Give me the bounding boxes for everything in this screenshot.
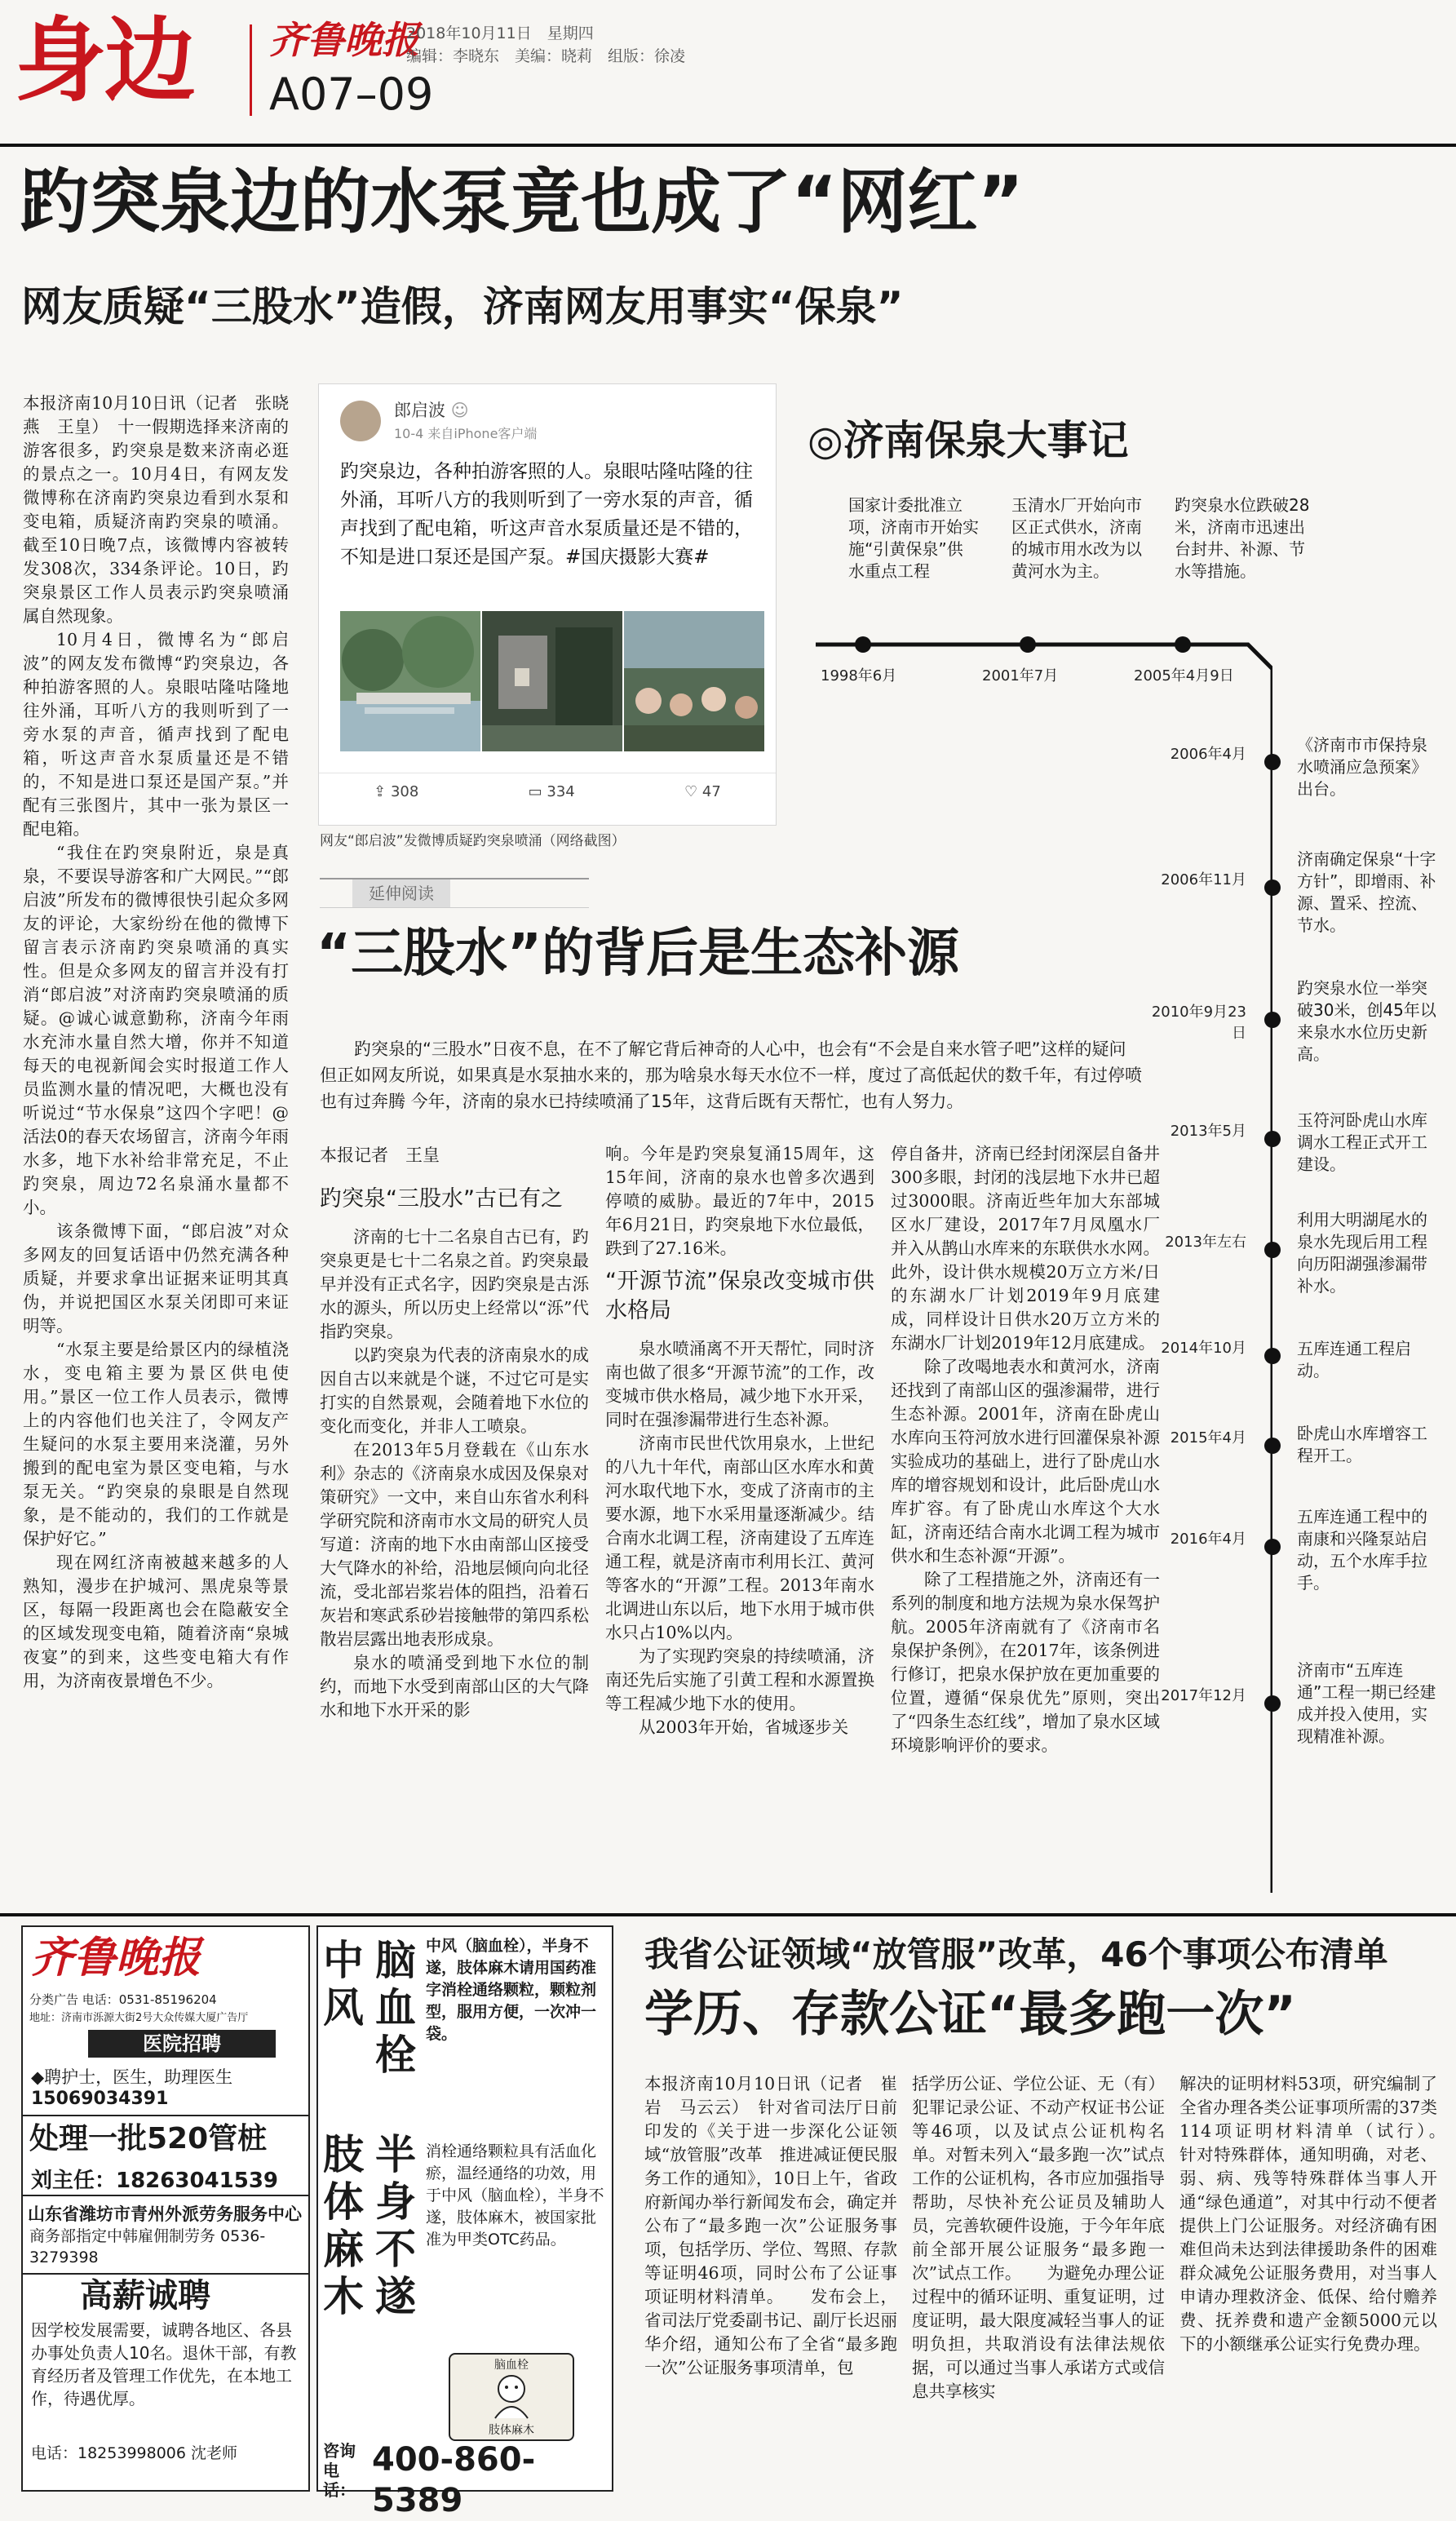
article-paragraph: 泉水喷涌离不开天帮忙，同时济南也做了很多“开源节流”的工作，改变城市供水格局，减少地下水开采，同时在强渗漏带进行生态补源。 — [605, 1339, 874, 1429]
ad-med-text-1: 中风（脑血栓），半身不遂，肢体麻木请用国药准字消栓通络颗粒，颗粒剂型，服用方便，一次冲一袋。 — [426, 1937, 597, 2043]
timeline-event-date: 2006年4月 — [1170, 746, 1246, 763]
ad-hospital-heading: 医院招聘 — [88, 2030, 276, 2058]
photo-caption: 网友“郎启波”发微博质疑趵突泉喷涌（网络截图） — [320, 833, 626, 849]
comment-count: ▭ 334 — [528, 782, 575, 800]
article-paragraph: 解决的证明材料53项，研究编制了全省办理各类公证事项所需的37类114项证明材料清单（试行）。 针对特殊群体，通知明确，对老、弱、病、残等特殊群体当事人开通“绿色通道”，对其中行动不便者提供上门公证服务。对经济确有困难但尚未达到法律援助条件的困难群众减免公证服务费用，对当事人申请办理救济金、低保、给付赡养费、抚养费和遗产金额5000元以下的小额继承公证实行免费办理。 — [1179, 2074, 1437, 2354]
ad-service: 山东省潍坊市青州外派劳务服务中心 — [28, 2204, 302, 2224]
weibo-screenshot — [318, 383, 777, 826]
main-headline: 趵突泉边的水泵竟也成了“网红” — [20, 162, 1025, 243]
timeline-event-text: 卧虎山水库增容工程开工。 — [1297, 1424, 1427, 1465]
article-paragraph: 响。今年是趵突泉复涌15周年，这15年间，济南的泉水也曾多次遇到停喷的威胁。最近的7年中，2015年6月21日，趵突泉地下水位最低，跌到了27.16米。 — [605, 1144, 874, 1258]
article-paragraph: 停自备井，济南已经封闭深层自备井300多眼，封闭的浅层地下水井已超过3000眼。济南近些年加大东部城区水厂建设，2017年7月凤凰水厂并入从鹊山水库来的东联供水水网。此外，设计供水规模20万立方米/日的东湖水厂计划2019年9月底建成，同样设计日供水20万立方米的东湖水厂计划2019年12月底建成。 — [891, 1144, 1160, 1353]
bottom-article-column-2 — [912, 2072, 1165, 2488]
timeline-event-text: 趵突泉水位跌破28米，济南市迅速出台封井、补源、节水等措施。 — [1175, 495, 1310, 581]
ad-divider — [23, 2115, 308, 2116]
timeline-event-text: 济南市“五库连通”工程一期已经建成并投入使用，实现精准补源。 — [1297, 1660, 1436, 1746]
timeline-event-text: 趵突泉水位一举突破30米，创45年以来泉水水位历史新高。 — [1297, 978, 1436, 1064]
like-count: ♡ 47 — [684, 782, 721, 800]
ad-phone: 分类广告 电话：0531-85196204 — [29, 1992, 217, 2007]
timeline-event-text: 《济南市市保持泉水喷涌应急预案》出台。 — [1297, 735, 1427, 799]
ad-med-phone: 400-860-5389 — [372, 2441, 536, 2519]
sub-article-column-3 — [891, 1142, 1160, 1900]
ad-med-text-2: 消栓通络颗粒具有活血化瘀，温经通络的功效，用于中风（脑血栓），半身不遂，肢体麻木，被国家批准为甲类OTC药品。 — [426, 2142, 604, 2249]
article-paragraph: “水泵主要是给景区内的绿植浇水，变电箱主要为景区供电使用。”景区一位工作人员表示，微博上的内容他们也关注了，令网友产生疑问的水泵主要用来浇灌，另外搬到的配电室为景区变电箱，与水泵无关。“趵突泉的泉眼是自然现象，是不能动的，我们的工作就是保护好它。” — [23, 1340, 289, 1548]
paper-logo: 齐鲁晚报 — [269, 18, 419, 62]
ad-med-illustration — [449, 2353, 574, 2441]
timeline-event-date: 1998年6月 — [821, 667, 897, 685]
ad-med-left-1: 中风 — [323, 1937, 364, 2031]
ad-med-mid-1: 脑血栓 — [375, 1937, 416, 2079]
ad-paper-logo: 齐鲁晚报 — [31, 1933, 201, 1983]
timeline-dot — [1264, 1131, 1281, 1147]
comment-icon: ▭ — [528, 782, 547, 800]
ad-med-phone-label: 咨询电话： — [323, 2441, 356, 2500]
article-paragraph: 本报济南10月10日讯（记者 崔岩 马云云） 针对省司法厅日前印发的《关于进一步深化公证领域“放管服”改革 推进减证便民服务工作的通知》，10日上午，省政府新闻办举行新闻发布会，确定并公布了“最多跑一次”公证服务事项，包括学历、学位、驾照、存款等证明46项，同时公布了公证事项证明材料清单。 发布会上，省司法厅党委副书记、副厅长迟丽华介绍，通知公布了全省“最多跑一次”公证服务事项清单，包 — [644, 2074, 897, 2377]
timeline-dot — [1264, 754, 1281, 770]
section-subhead: 趵突泉“三股水”古已有之 — [320, 1186, 563, 1212]
weibo-meta: 10-4 来自iPhone客户端 — [394, 426, 538, 441]
ad-med-left-2: 肢体麻木 — [323, 2131, 364, 2320]
sub-article-column-1 — [320, 1178, 589, 1900]
timeline-event-date: 2013年5月 — [1170, 1123, 1246, 1140]
bottom-article-kicker: 我省公证领域“放管服”改革，46个事项公布清单 — [644, 1934, 1388, 1974]
ad-med-badge-2: 肢体麻木 — [489, 2424, 534, 2437]
repost-icon: ⇪ — [374, 782, 391, 800]
article-paragraph: 括学历公证、学位公证、无（有）犯罪记录公证、不动产权证书公证等46项，以及试点公证机构名单。对暂未列入“最多跑一次”试点工作的公证机构，各市应加强指导帮助，尽快补充公证员及辅助人员，完善软硬件设施，于今年年底前全部开展公证服务“最多跑一次”试点工作。 为避免办理公证过程中的循环证明、重复证明，过度证明，最大限度减轻当事人的证明负担，共取消设有法律法规依据，可以通过当事人承诺方式或信息共享核实 — [912, 2074, 1165, 2401]
article-paragraph: 本报济南10月10日讯（记者 张晓燕 王皇） 十一假期选择来济南的游客很多，趵突泉是数来济南必逛的景点之一。10月4日，有网友发微博称在济南趵突泉边看到水泵和变电箱，质疑济南趵突泉的喷涌。截至10日晚7点，该微博内容被转发308次，334条评论。10日，趵突泉景区工作人员表示趵突泉喷涌属自然现象。 — [23, 393, 289, 626]
bottom-article-headline: 学历、存款公证“最多跑一次” — [644, 1986, 1296, 2043]
timeline-event-date: 2001年7月 — [982, 667, 1059, 685]
repost-count: ⇪ 308 — [374, 782, 419, 800]
weibo-text: 趵突泉边，各种拍游客照的人。泉眼咕隆咕隆的往外涌，耳听八方的我则听到了一旁水泵的声音，循声找到了配电箱，听这声音水泵质量还是不错的，不知是进口泵还是国产泵。#国庆摄影大赛# — [340, 461, 753, 568]
timeline-event-text: 玉清水厂开始向市区正式供水，济南的城市用水改为以黄河水为主。 — [1011, 495, 1142, 581]
page-number: A07–09 — [269, 69, 434, 120]
timeline-event-date: 2016年4月 — [1170, 1531, 1246, 1548]
timeline-event-text: 利用大明湖尾水的泉水先现后用工程向历阳湖强渗漏带补水。 — [1297, 1210, 1427, 1296]
ad-recruit: 高薪诚聘 — [80, 2277, 210, 2315]
timeline-event-text: 国家计委批准立项，济南市开始实施“引黄保泉”供水重点工程 — [848, 495, 979, 581]
timeline-event-date: 2006年11月 — [1161, 871, 1246, 888]
weibo-photo-3 — [624, 611, 764, 751]
medicine-ad — [316, 1925, 613, 2519]
avatar — [340, 401, 381, 441]
weibo-photo-1 — [340, 611, 480, 751]
sub-article-lead: 趵突泉的“三股水”日夜不息，在不了解它背后神奇的人心中，也会有“不会是自来水管子吧”这样的疑问 但正如网友所说，如果真是水泵抽水来的，那为啥泉水每天水位不一样，度过了高低起伏的数千年，有过停喷也有过奔腾 今年，济南的泉水已持续喷涌了15年，这背后既有天帮忙，也有人努力。 — [320, 1039, 1142, 1111]
ad-recruit-phone: 电话：18253998006 沈老师 — [31, 2444, 238, 2462]
timeline-dot — [1264, 879, 1281, 896]
ad-service-sub: 商务部指定中韩雇佣制劳务 0536-3279398 — [29, 2227, 266, 2266]
timeline-event-date: 2010年9月23日 — [1151, 1004, 1246, 1042]
main-subheadline: 网友质疑“三股水”造假，济南网友用事实“保泉” — [21, 283, 904, 330]
article-paragraph: 济南的七十二名泉自古已有，趵突泉更是七十二名泉之首。趵突泉最早并没有正式名字，因趵突泉是古泺水的源头，所以历史上经常以“泺”代指趵突泉。 — [320, 1227, 589, 1341]
article-paragraph: 泉水的喷涌受到地下水位的制约，而地下水受到南部山区的大气降水和地下水开采的影 — [320, 1653, 589, 1720]
timeline-event-date: 2013年左右 — [1165, 1234, 1246, 1251]
article-paragraph: 10月4日，微博名为“郎启波”的网友发布微博“趵突泉边，各种拍游客照的人。泉眼咕隆咕隆地往外涌，耳听八方的我则听到了一旁水泵的声音，循声找到了配电箱，听这声音水泵质量还是不错的，不知是进口泵还是国产泵。”并配有三张图片，其中一张为景区一配电箱。 — [23, 630, 289, 839]
timeline-event-text: 济南确定保泉“十字方针”，即增雨、补源、置采、控流、节水。 — [1297, 849, 1436, 935]
article-paragraph: 为了实现趵突泉的持续喷涌，济南还先后实施了引黄工程和水源置换等工程减少地下水的使用。 — [605, 1646, 874, 1713]
article-paragraph: 除了工程措施之外，济南还有一系列的制度和地方法规为泉水保驾护航。2005年济南就有了《济南市名泉保护条例》，在2017年，该条例进行修订，把泉水保护放在更加重要的位置，遵循“保泉优先”原则，突出了“四条生态红线”，增加了泉水区域环境影响评价的要求。 — [891, 1570, 1160, 1755]
ad-address: 地址：济南市泺源大街2号大众传媒大厦广告厅 — [29, 2012, 249, 2024]
timeline-dot — [1020, 636, 1036, 653]
timeline-dot — [1264, 1438, 1281, 1454]
timeline-dot — [1175, 636, 1191, 653]
ad-hospital-phone: 15069034391 — [31, 2089, 169, 2109]
timeline-dot — [1264, 1012, 1281, 1028]
ad-med-badge: 脑血栓 — [494, 2359, 529, 2372]
section-subhead: “开源节流”保泉改变城市供水格局 — [605, 1269, 874, 1323]
article-paragraph: 济南市民世代饮用泉水，上世纪的八九十年代，南部山区水库水和黄河水取代地下水，变成了济南市的主要水源，地下水采用量逐渐减少。结合南水北调工程，济南建设了五库连通工程，就是济南市利用长江、黄河等客水的“开源”工程。2013年南水北调进山东以后，地下水用于城市供水只占10%以内。 — [605, 1433, 874, 1642]
ad-hospital-text: ◆聘护士，医生，助理医生 — [31, 2067, 233, 2087]
article-paragraph: 该条微博下面，“郎启波”对众多网友的回复话语中仍然充满各种质疑，并要求拿出证据来证明其真伪，并说把国区水泵关闭即可来证明等。 — [23, 1221, 289, 1336]
timeline-event-date: 2005年4月9日 — [1134, 667, 1234, 685]
timeline-event-text: 玉符河卧虎山水库调水工程正式开工建设。 — [1297, 1110, 1427, 1174]
ad-divider — [23, 2195, 308, 2196]
sub-article-column-2 — [605, 1142, 874, 1900]
timeline-dot — [1264, 1539, 1281, 1555]
timeline-event-date: 2017年12月 — [1161, 1687, 1246, 1704]
weibo-username: 郎启波 ☺ — [394, 401, 469, 420]
sub-article-byline: 本报记者 王皇 — [320, 1145, 440, 1165]
ad-recruit-text: 因学校发展需要，诚聘各地区、各县办事处负责人10名。退休干部，有教育经历者及管理工作优先，在本地工作，待遇优厚。 — [31, 2320, 297, 2408]
ad-bargain: 处理一批520管桩 — [29, 2122, 268, 2155]
timeline-event-date: 2015年4月 — [1170, 1429, 1246, 1447]
timeline-dot — [855, 636, 871, 653]
editor-credits: 编辑：李晓东 美编：晓莉 组版：徐凌 — [406, 47, 686, 65]
section-title: 身边 — [15, 8, 194, 114]
extended-reading-tag: 延伸阅读 — [320, 878, 589, 908]
weibo-photo-2 — [482, 611, 622, 751]
article-paragraph: 从2003年开始，省城逐步关 — [639, 1717, 849, 1737]
article-paragraph: 在2013年5月登载在《山东水利》杂志的《济南泉水成因及保泉对策研究》一文中，来自山东省水利科学研究院和济南市水文局的研究人员写道：济南的地下水由南部山区接受大气降水的补给，沿地层倾向向北径流，受北部岩浆岩体的阻挡，沿着石灰岩和寒武系砂岩接触带的第四系松散岩层露出地表形成泉。 — [320, 1440, 589, 1649]
weibo-actions — [319, 773, 776, 809]
issue-date: 2018年10月11日 星期四 — [406, 24, 594, 42]
timeline-dot — [1264, 1695, 1281, 1712]
like-icon: ♡ — [684, 782, 702, 800]
timeline-event-text: 五库连通工程中的南康和兴隆泵站启动，五个水库手拉手。 — [1297, 1507, 1427, 1593]
bottom-article-column-1 — [644, 2072, 897, 2488]
article-paragraph: 以趵突泉为代表的济南泉水的成因自古以来就是个谜，不过它可是实打实的自然景观，会随着地下水位的变化而变化，并非人工喷泉。 — [320, 1345, 589, 1436]
ad-med-mid-2: 半身不遂 — [375, 2131, 416, 2320]
section-rule — [0, 1913, 1456, 1916]
timeline-title: ◎济南保泉大事记 — [808, 417, 1129, 464]
article-paragraph: “我住在趵突泉附近，泉是真泉，不要误导游客和广大网民。”“郎启波”所发布的微博很快引起众多网友的评论，大家纷纷在他的微博下留言表示济南趵突泉喷涌的真实性。但是众多网友的留言并没有打消“郎启波”对济南趵突泉喷涌的质疑。@诚心诚意勤称，济南今年雨水充沛水量自然大增，你并不知道每天的电视新闻会实时报道工作人员监测水量的情况吧，大概也没有听说过“节水保泉”这四个字吧！@活法0的春天农场留言，济南今年雨水多，地下水补给非常充足，不止趵突泉，周边72名泉涌水量都不小。 — [23, 843, 289, 1217]
ad-bargain-contact: 刘主任：18263041539 — [31, 2169, 278, 2193]
article-paragraph: 除了改喝地表水和黄河水，济南还找到了南部山区的强渗漏带，进行生态补源。2001年，济南在卧虎山水库向玉符河放水进行回灌保泉补源实验成功的基础上，进行了卧虎山水库的增容规划和设计，此后卧虎山水库扩容。有了卧虎山水库这个大水缸，济南还结合南水北调工程为城市供水和生态补源“开源”。 — [891, 1357, 1160, 1566]
article-paragraph: 现在网红济南被越来越多的人熟知，漫步在护城河、黑虎泉等景区，每隔一段距离也会在隐蔽安全的区域发现变电箱，随着济南“泉城夜宴”的到来，这些变电箱大有作用，为济南夜景增色不少。 — [23, 1553, 289, 1690]
timeline-event-date: 2014年10月 — [1161, 1340, 1246, 1357]
classified-ads — [21, 1925, 310, 2492]
sub-article-title: “三股水”的背后是生态补源 — [316, 924, 960, 984]
timeline-dot — [1264, 1242, 1281, 1258]
ad-divider — [23, 2273, 308, 2275]
bottom-article-column-3 — [1179, 2072, 1437, 2488]
masthead-divider — [250, 24, 252, 116]
timeline-dot — [1264, 1348, 1281, 1364]
timeline-event-text: 五库连通工程启动。 — [1297, 1339, 1411, 1380]
top-rule — [0, 144, 1456, 147]
